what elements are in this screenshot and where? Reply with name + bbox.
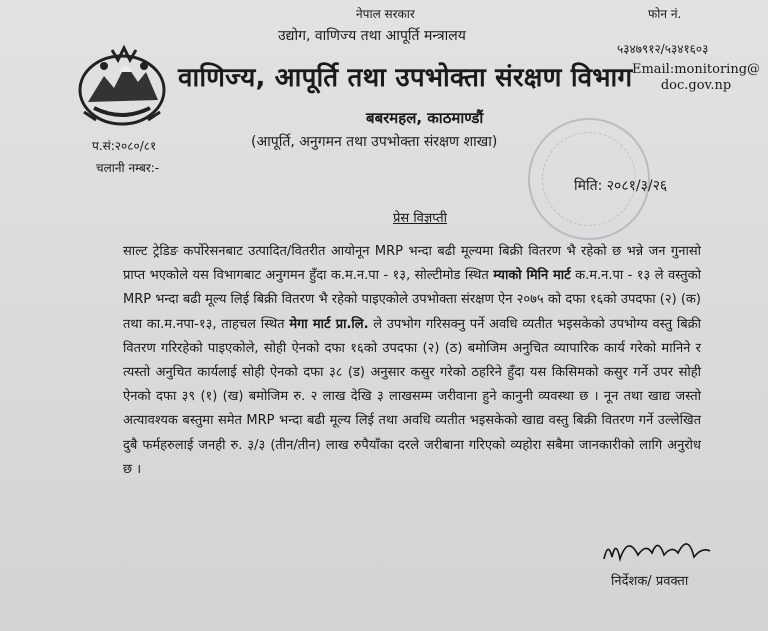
body-text-2: क.म.न.पा - १३ ले वस्तुको MRP भन्दा बढी मूल्य लिई बिक्री वितरण भै रहेको पाइएकोले उपभोक्ता संरक्षण ऐन २०७५ को दफा १६को उपदफा (२) (क) तथा का.म.नपा-१३, ताहचल स्थित <box>123 268 702 332</box>
ministry-name: उद्योग, वाणिज्य तथा आपूर्ति मन्त्रालय <box>278 28 466 44</box>
shop-name-myako: म्याको मिनि मार्ट <box>493 268 571 284</box>
body-text-1: साल्ट ट्रेडिङ कर्पोरेसनबाट उत्पादित/वितरीत आयोनून MRP भन्दा बढी मूल्यमा बिक्री वितरण भै रहेको छ भन्ने जन गुनासो प्राप्त भएकोले यस विभागबाट अनुगमन हुँदा क.म.न.पा - १३, सोल्टीमोड स्थित <box>123 244 701 284</box>
phone-number: ५३४७९१२/५३४१६०३ <box>617 42 709 56</box>
press-release-body <box>123 240 701 482</box>
press-release-title: प्रेस विज्ञप्ती <box>393 211 448 226</box>
reference-number: प.सं:२०८०/८१ <box>92 139 157 153</box>
signature-mark <box>598 529 718 569</box>
shop-name-mega-mart: मेगा मार्ट प्रा.लि. <box>289 316 369 332</box>
phone-label: फोन नं. <box>648 7 682 21</box>
signatory-title: निर्देशक/ प्रवक्ता <box>611 574 689 589</box>
government-name: नेपाल सरकार <box>356 7 415 21</box>
office-location: बबरमहल, काठमाण्डौं <box>366 109 484 127</box>
email-address: Email:monitoring@ doc.gov.np <box>631 62 761 93</box>
nepal-emblem-icon <box>74 42 170 128</box>
letter-date: मिति: २०८१/३/२६ <box>574 178 668 194</box>
dispatch-number: चलानी नम्बर:- <box>96 161 160 175</box>
body-text-3: ले उपभोग गरिसक्नु पर्ने अवधि व्यतीत भइसकेको उपभोग्य वस्तु बिक्री वितरण गरिरहेको पाइएकोले, सोही ऐनको दफा १६को उपदफा (२) (ठ) बमोजिम अनुचित व्यापारिक कार्य गरेको मानिने र त्यस्तो अनुचित कार्यलाई सोही ऐनको दफा ३८ (ड) अनुसार कसुर गरेको ठहरिने हुँदा यस किसिमको कसुर गर्ने उपर सोही ऐनको दफा ३९ (१) (ख) बमोजिम रु. २ लाख देखि ३ लाखसम्म जरीवाना हुने कानुनी व्यवस्था छ । नून तथा खाद्य जस्तो अत्यावश्यक बस्तुमा समेत MRP भन्दा बढी मूल्य लिई तथा अवधि व्यतीत भइसकेको खाद्य वस्तु बिक्री वितरण गर्ने उल्लेखित दुबै फर्महरुलाई जनही रु. ३/३ (तीन/तीन) लाख रुपैयाँका दरले जरीबाना गरिएको व्यहोरा सबैमा जानकारीको लागि अनुरोध छ । <box>123 316 702 477</box>
department-name: वाणिज्य, आपूर्ति तथा उपभोक्ता संरक्षण विभाग <box>178 63 633 93</box>
branch-name: (आपूर्ति, अनुगमन तथा उपभोक्ता संरक्षण शाखा) <box>251 134 498 150</box>
